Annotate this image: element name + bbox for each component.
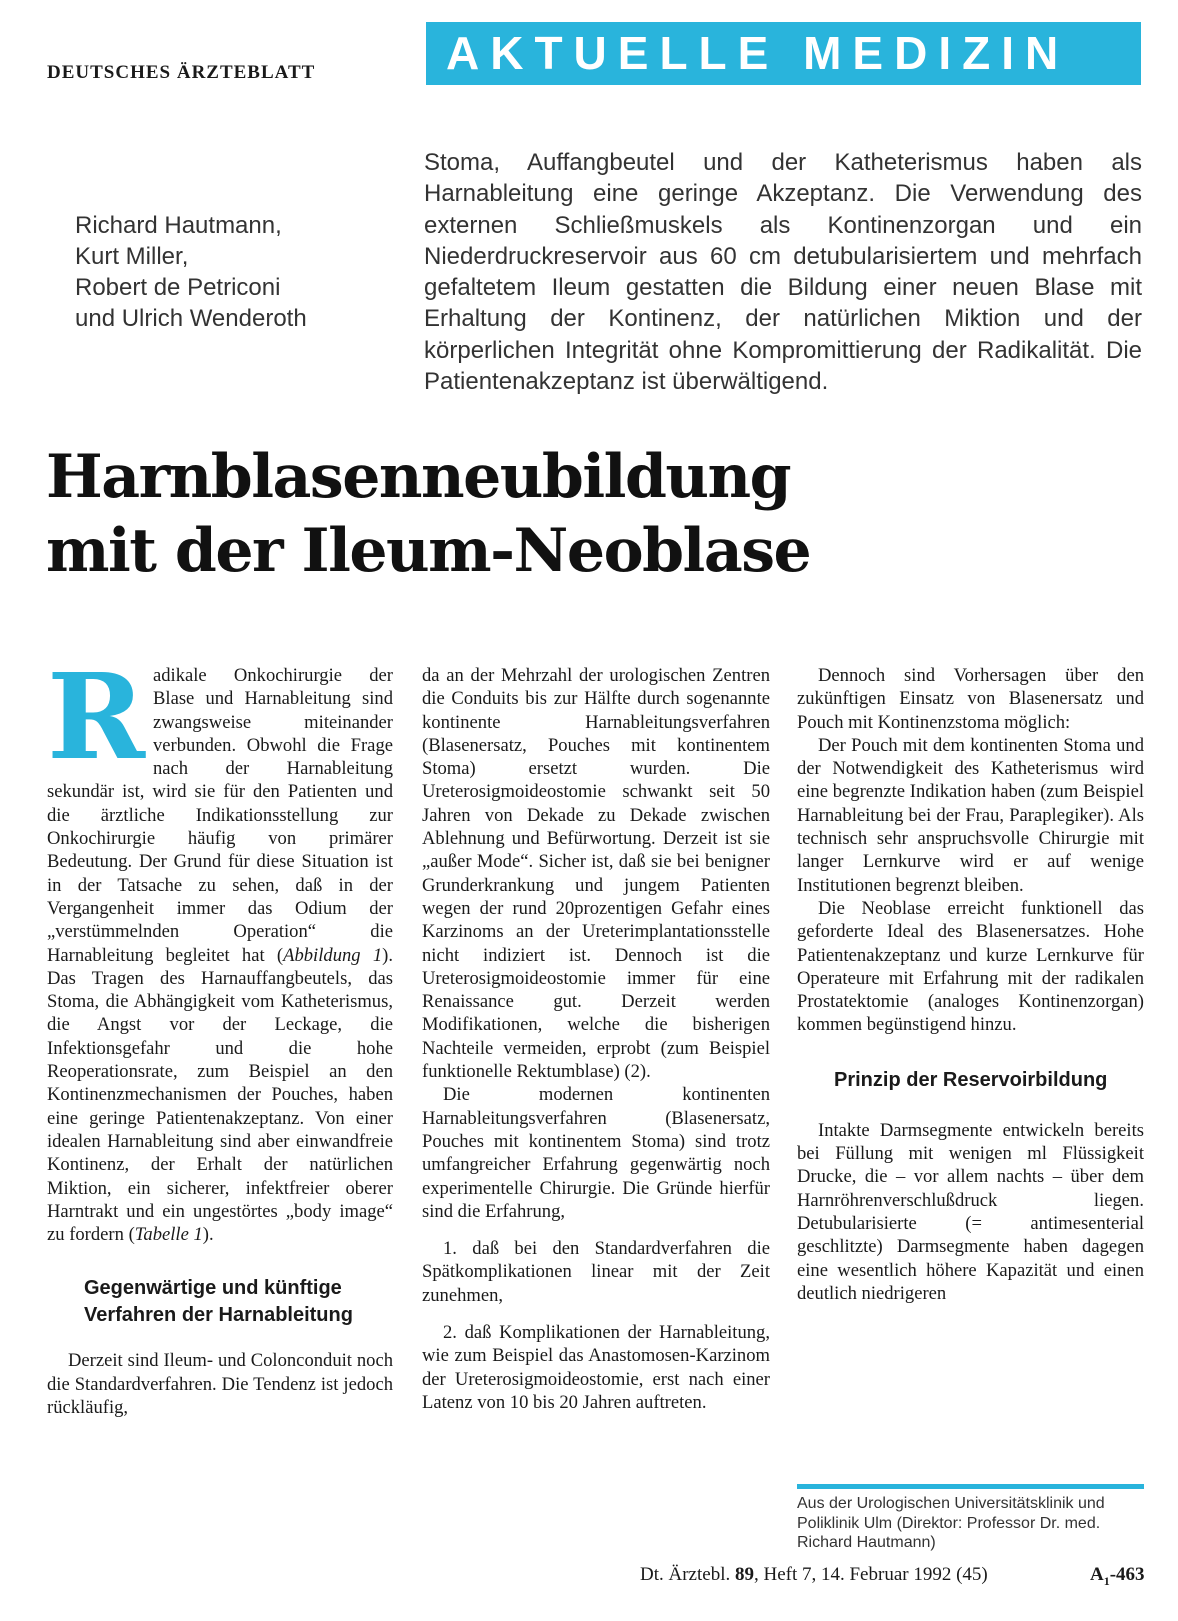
- footer-volume: 89: [734, 1564, 754, 1585]
- drop-cap: R: [47, 647, 146, 786]
- body-paragraph: Die Neoblase erreicht funktionell das geforderte Ideal des Blasenersatzes. Hohe Patientenakzeptanz und kurze Lernkurve für Operateure mit Erfahrung mit der radikalen Prostatektomie (analoges Kontinenzorgan) kommen begünstigend hinzu.: [797, 897, 1144, 1036]
- page-number: $A_1-463$: [1090, 1564, 1145, 1588]
- author-name: Richard Hautmann,: [75, 212, 282, 239]
- intro-text: ). Das Tragen des Harnauffangbeutels, das Stoma, die Abhängigkeit vom Katheterismus, die Angst vor der Leckage, die Infektionsgefahr und die hohe Reoperationsrate, zum Beispiel an den Kontinenzmechanismen der Pouches, haben eine geringe Patientenakzeptanz. Von einer idealen Harnableitung sind aber einwandfreie Kontinenz, der Erhalt der natürlichen Miktion, ein sicherer, infektfreier oberer Harntrakt und ein ungestörtes „body image“ zu fordern (: [47, 944, 393, 1246]
- author-list: [75, 210, 307, 334]
- body-paragraph: Dennoch sind Vorhersagen über den zukünftigen Einsatz von Blasenersatz und Pouch mit Kontinenzstoma möglich:: [797, 665, 1144, 733]
- section-heading: Prinzip der Reservoirbildung: [834, 1068, 1108, 1091]
- author-name: Robert de Petriconi: [75, 274, 281, 301]
- citation-footer: Dt. Ärztebl. 89, Heft 7, 14. Februar 1992 (45): [640, 1564, 988, 1585]
- list-item: 1. daß bei den Standardverfahren die Spätkomplikationen linear mit der Zeit zunehmen,: [422, 1238, 770, 1306]
- article-abstract: Stoma, Auffangbeutel und der Katheterismus haben als Harnableitung eine geringe Akzeptanz. Die Verwendung des externen Schließmuskels als Kontinenzorgan und ein Niederdruckreservoir aus 60 cm detubularisiertem und mehrfach gefaltetem Ileum gestatten die Bildung einer neuen Blase mit Erhaltung der Kontinenz, der natürlichen Miktion und der körperlichen Integrität ohne Kompromittierung der Radikalität. Die Patientenakzeptanz ist überwältigend.: [424, 149, 1142, 396]
- figure-reference: Abbildung 1: [283, 944, 383, 966]
- list-item: 2. daß Komplikationen der Harnableitung, wie zum Beispiel das Anastomosen-Karzinom der Ureterosigmoideostomie, erst nach einer Latenz von 10 bis 20 Jahren auftreten.: [422, 1322, 770, 1413]
- body-paragraph: Derzeit sind Ileum- und Colonconduit noch die Standardverfahren. Die Tendenz ist jedoch rückläufig,: [47, 1350, 393, 1419]
- journal-masthead: DEUTSCHES ÄRZTEBLATT: [47, 62, 316, 83]
- body-paragraph: Der Pouch mit dem kontinenten Stoma und der Notwendigkeit des Katheterismus wird eine begrenzte Indikation haben (zum Beispiel Harnableitung bei der Frau, Paraplegiker). Als technisch sehr anspruchsvolle Chirurgie mit langer Lernkurve wird er auf wenige Institutionen begrenzt bleiben.: [797, 734, 1144, 896]
- body-paragraph: da an der Mehrzahl der urologischen Zentren die Conduits bis zur Hälfte durch sogenannte kontinente Harnableitungsverfahren (Blasenersatz, Pouches mit kontinentem Stoma) ersetzt wurden. Die Ureterosigmoideostomie schwankt seit 50 Jahren von Dekade zu Dekade zwischen Ablehnung und Befürwortung. Derzeit ist sie „außer Mode“. Sicher ist, daß sie bei benigner Grunderkrankung und jungem Patienten wegen der rund 20prozentigen Gefahr eines Karzinoms an der Ureterimplantationsstelle nicht indiziert ist. Dennoch ist die Ureterosigmoideostomie immer für eine Renaissance gut. Derzeit werden Modifikationen, welche die bisherigen Nachteile vermeiden, erprobt (zum Beispiel funktionelle Rektumblase) (2).: [422, 665, 770, 1083]
- body-paragraph: Die modernen kontinenten Harnableitungsverfahren (Blasenersatz, Pouches mit kontinentem Stoma) sind trotz umfangreicher Erfahrung gegenwärtig noch experimentelle Chirurgie. Die Gründe hierfür sind die Erfahrung,: [422, 1084, 770, 1222]
- author-affiliation: Aus der Urologischen Universitätsklinik und Poliklinik Ulm (Direktor: Professor Dr. med. Richard Hautmann): [797, 1495, 1105, 1551]
- footer-issue: Heft 7, 14. Februar 1992 (45): [763, 1564, 988, 1585]
- intro-text: ).: [202, 1224, 214, 1246]
- text-column-1: [47, 647, 393, 1419]
- author-name: Kurt Miller,: [75, 243, 189, 270]
- intro-text: adikale Onkochirurgie der Blase und Harnableitung sind zwangsweise miteinander verbunden. Obwohl die Frage nach der Harnableitung sekundär ist, wird sie für den Patienten und die ärztliche Indikationsstellung zur Onkochirurgie häufig von primärer Bedeutung. Der Grund für diese Situation ist in der Tatsache zu sehen, daß in der Vergangenheit immer das Odium der „verstümmelnden Operation“ die Harnableitung begleitet hat (: [47, 665, 393, 966]
- table-reference: Tabelle 1: [134, 1224, 203, 1246]
- author-name: und Ulrich Wenderoth: [75, 305, 307, 332]
- body-paragraph: Intakte Darmsegmente entwickeln bereits bei Füllung mit wenigen ml Flüssigkeit Drucke, die – vor allem nachts – über dem Harnröhrenverschlußdruck liegen. Detubularisierte (= antimesenterial geschlitzte) Darmsegmente haben dagegen eine wesentlich höhere Kapazität und einen deutlich niedrigeren: [797, 1119, 1144, 1304]
- text-column-3: [797, 664, 1144, 1305]
- section-banner: AKTUELLE MEDIZIN: [426, 22, 1141, 85]
- article-title: [46, 440, 810, 588]
- title-line: Harnblasenneubildung: [46, 442, 791, 512]
- footer-journal: Dt. Ärztebl.: [640, 1564, 731, 1585]
- text-column-2: [422, 664, 770, 1414]
- section-heading: Gegenwärtige und künftige Verfahren der Harnableitung: [84, 1277, 353, 1327]
- intro-paragraph: [47, 647, 393, 1246]
- affiliation-divider: [797, 1484, 1144, 1489]
- title-line: mit der Ileum-Neoblase: [46, 516, 811, 586]
